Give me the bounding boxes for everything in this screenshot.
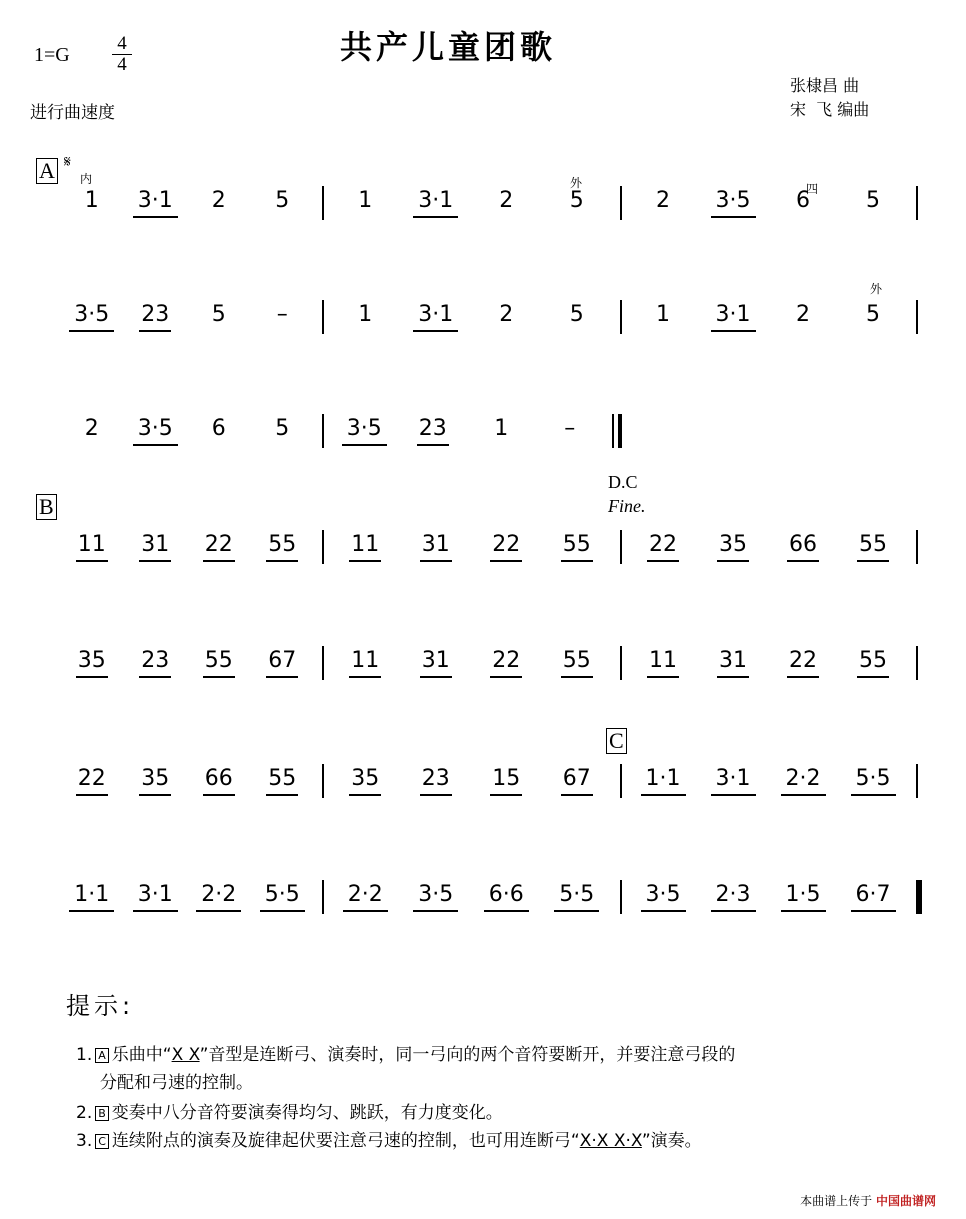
note-group: 1·1 <box>74 882 110 907</box>
fine-label: Fine. <box>608 496 646 516</box>
note-group: 2 <box>656 188 670 213</box>
key-signature: 1=G <box>34 44 70 66</box>
beam-line <box>266 794 298 796</box>
beam-line <box>787 560 819 562</box>
note-group: 5 <box>866 302 880 327</box>
note-group: 6 <box>211 416 226 441</box>
note-group: 2 <box>796 302 810 327</box>
footer-uploaded: 本曲谱上传于 <box>800 1194 873 1208</box>
hint-1-text-b: ”音型是连断弓、演奏时，同一弓向的两个音符要断开，并要注意弓段的 <box>199 1045 736 1065</box>
note-group: 35 <box>141 766 170 791</box>
beam-line <box>133 444 178 446</box>
note-group: 23 <box>418 416 447 441</box>
beam-line <box>561 676 593 678</box>
hint-line-3 <box>76 1126 702 1151</box>
note-group: 6·7 <box>855 882 891 907</box>
note-group: 55 <box>268 766 297 791</box>
beam-line <box>139 330 171 332</box>
hint-1-notes: X X <box>171 1045 200 1065</box>
note-group: 31 <box>719 648 747 673</box>
note-group: 5 <box>275 416 290 441</box>
note-group: 11 <box>649 648 677 673</box>
note-group: 5 <box>866 188 880 213</box>
note-group: 55 <box>562 532 591 557</box>
note-group: 55 <box>562 648 591 673</box>
note-group: – <box>564 416 576 441</box>
note-group: 3·5 <box>645 882 681 907</box>
beam-line <box>139 676 171 678</box>
note-group: 22 <box>492 532 521 557</box>
inner-bow-mark: 内 <box>80 172 93 186</box>
note-group: 2 <box>499 188 514 213</box>
hint-3-text-b: ”演奏。 <box>641 1131 702 1151</box>
note-group: 2 <box>499 302 514 327</box>
note-group: 2·2 <box>347 882 383 907</box>
beam-line <box>490 794 522 796</box>
note-group: 5·5 <box>264 882 300 907</box>
section-c-mark: C <box>606 728 627 754</box>
beam-line <box>260 910 305 912</box>
beam-line <box>641 910 686 912</box>
beam-line <box>420 560 452 562</box>
beam-line <box>647 676 679 678</box>
barline <box>620 646 622 680</box>
note-group: 67 <box>562 766 591 791</box>
beam-line <box>490 676 522 678</box>
final-barline <box>918 880 922 914</box>
barline <box>322 530 324 564</box>
note-group: 6·6 <box>488 882 524 907</box>
note-group: 15 <box>492 766 521 791</box>
beam-line <box>349 560 381 562</box>
beam-line <box>420 794 452 796</box>
footer <box>800 1192 936 1209</box>
dc-label: D.C <box>608 472 638 492</box>
note-group: 55 <box>859 648 887 673</box>
note-group: 5 <box>569 188 584 213</box>
note-group: 22 <box>649 532 677 557</box>
note-group: 22 <box>77 766 106 791</box>
note-group: 66 <box>204 766 233 791</box>
hint-2-number: 2. <box>76 1103 93 1123</box>
note-group: 2·2 <box>201 882 237 907</box>
beam-line <box>203 560 235 562</box>
note-group: 1 <box>358 188 373 213</box>
note-group: 3·1 <box>137 882 173 907</box>
note-group: 2 <box>211 188 226 213</box>
note-group: 5 <box>211 302 226 327</box>
hint-2-box: B <box>95 1106 109 1121</box>
beam-line <box>717 676 749 678</box>
note-group: 55 <box>859 532 887 557</box>
beam-line <box>711 330 756 332</box>
note-group: 31 <box>421 532 450 557</box>
beam-line <box>417 444 449 446</box>
note-group: 2·2 <box>785 766 821 791</box>
note-group: 1 <box>84 188 99 213</box>
barline <box>322 880 324 914</box>
beam-line <box>349 676 381 678</box>
hint-3-box: C <box>95 1134 109 1149</box>
note-group: 22 <box>492 648 521 673</box>
dc-fine-marking <box>608 470 646 518</box>
note-group: 66 <box>789 532 817 557</box>
beam-line <box>342 444 387 446</box>
beam-line <box>711 910 756 912</box>
note-group: 1 <box>656 302 670 327</box>
note-group: 55 <box>204 648 233 673</box>
hint-3-number: 3. <box>76 1131 93 1151</box>
barline <box>620 530 622 564</box>
note-group: 31 <box>141 532 170 557</box>
barline <box>322 186 324 220</box>
site-logo[interactable]: 中国曲谱网 <box>875 1194 936 1208</box>
beam-line <box>420 676 452 678</box>
hint-1-text-a: 乐曲中“ <box>111 1045 172 1065</box>
beam-line <box>781 794 826 796</box>
beam-line <box>343 910 388 912</box>
beam-line <box>133 216 178 218</box>
page-title: 共产儿童团歌 <box>340 28 557 66</box>
beam-line <box>857 560 889 562</box>
beam-line <box>851 794 896 796</box>
time-signature <box>110 34 134 75</box>
note-group: 2 <box>84 416 99 441</box>
barline <box>916 646 918 680</box>
barline <box>916 300 918 334</box>
note-group: 11 <box>77 532 106 557</box>
note-group: 35 <box>719 532 747 557</box>
barline <box>612 414 614 448</box>
note-group: 23 <box>141 302 170 327</box>
note-group: 1·1 <box>645 766 681 791</box>
barline <box>620 300 622 334</box>
time-signature-bottom: 4 <box>117 54 127 75</box>
beam-line <box>196 910 241 912</box>
note-group: 22 <box>204 532 233 557</box>
beam-line <box>69 330 114 332</box>
beam-line <box>413 216 458 218</box>
beam-line <box>266 560 298 562</box>
beam-line <box>857 676 889 678</box>
beam-line <box>139 794 171 796</box>
note-group: 11 <box>351 532 380 557</box>
tempo-marking: 进行曲速度 <box>30 103 115 123</box>
beam-line <box>647 560 679 562</box>
note-group: 31 <box>421 648 450 673</box>
note-group: 67 <box>268 648 297 673</box>
beam-line <box>787 676 819 678</box>
hint-1-box: A <box>95 1048 109 1063</box>
beam-line <box>561 560 593 562</box>
note-group: 5·5 <box>855 766 891 791</box>
barline <box>620 186 622 220</box>
barline <box>322 764 324 798</box>
barline <box>620 880 622 914</box>
beam-line <box>484 910 529 912</box>
barline <box>916 764 918 798</box>
hint-3-text-a: 连续附点的演奏及旋律起伏要注意弓速的控制，也可用连断弓“ <box>111 1131 580 1151</box>
beam-line <box>851 910 896 912</box>
note-group: 1 <box>494 416 509 441</box>
beam-line <box>717 560 749 562</box>
beam-line <box>76 676 108 678</box>
hints-title: 提示: <box>66 992 135 1020</box>
note-group: 35 <box>77 648 106 673</box>
composer-line: 张棣昌 曲 <box>790 76 860 95</box>
beam-line <box>490 560 522 562</box>
beam-line <box>266 676 298 678</box>
hint-line-1 <box>76 1040 735 1065</box>
note-group: 5·5 <box>559 882 595 907</box>
note-group: 3·5 <box>74 302 110 327</box>
note-group: – <box>276 302 288 327</box>
note-group: 23 <box>141 648 170 673</box>
note-group: 11 <box>351 648 380 673</box>
barline <box>322 414 324 448</box>
note-group: 23 <box>421 766 450 791</box>
barline <box>322 646 324 680</box>
beam-line <box>76 794 108 796</box>
note-group: 3·5 <box>137 416 173 441</box>
hint-1-number: 1. <box>76 1045 93 1065</box>
hint-line-1-cont: 分配和弓速的控制。 <box>100 1073 253 1093</box>
beam-line <box>641 794 686 796</box>
hint-2-text: 变奏中八分音符要演奏得均匀、跳跃，有力度变化。 <box>111 1103 503 1123</box>
beam-line <box>413 910 458 912</box>
outer-bow-mark: 外 <box>570 176 583 190</box>
note-group: 5 <box>569 302 584 327</box>
note-group: 3·5 <box>418 882 454 907</box>
barline <box>916 530 918 564</box>
final-barline <box>618 414 622 448</box>
note-group: 1 <box>358 302 373 327</box>
note-group: 2·3 <box>715 882 751 907</box>
composer-credit <box>790 74 869 122</box>
beam-line <box>139 560 171 562</box>
note-group: 3·1 <box>715 766 751 791</box>
hint-line-2 <box>76 1098 503 1123</box>
fourth-string-mark: 四 <box>806 182 819 196</box>
section-a-mark: A <box>36 158 58 184</box>
beam-line <box>203 794 235 796</box>
beam-line <box>133 910 178 912</box>
beam-line <box>413 330 458 332</box>
beam-line <box>203 676 235 678</box>
beam-line <box>561 794 593 796</box>
beam-line <box>711 216 756 218</box>
note-group: 22 <box>789 648 817 673</box>
time-signature-top: 4 <box>117 33 127 54</box>
beam-line <box>554 910 599 912</box>
note-group: 55 <box>268 532 297 557</box>
barline <box>322 300 324 334</box>
note-group: 3·1 <box>418 302 454 327</box>
beam-line <box>711 794 756 796</box>
note-group: 35 <box>351 766 380 791</box>
beam-line <box>69 910 114 912</box>
note-group: 1·5 <box>785 882 821 907</box>
note-group: 3·1 <box>137 188 173 213</box>
beam-line <box>781 910 826 912</box>
note-group: 3·5 <box>715 188 751 213</box>
note-group: 6 <box>796 188 810 213</box>
outer-bow-mark-2: 外 <box>870 282 883 296</box>
beam-line <box>76 560 108 562</box>
note-group: 3·1 <box>418 188 454 213</box>
barline <box>916 186 918 220</box>
section-b-mark: B <box>36 494 57 520</box>
note-group: 3·1 <box>715 302 751 327</box>
hint-3-notes: X·X X·X <box>579 1131 642 1151</box>
note-group: 5 <box>275 188 290 213</box>
segno-icon: 𝄋 <box>64 152 71 171</box>
note-group: 3·5 <box>346 416 382 441</box>
barline <box>620 764 622 798</box>
beam-line <box>349 794 381 796</box>
arranger-line: 宋 飞 编曲 <box>790 100 870 119</box>
